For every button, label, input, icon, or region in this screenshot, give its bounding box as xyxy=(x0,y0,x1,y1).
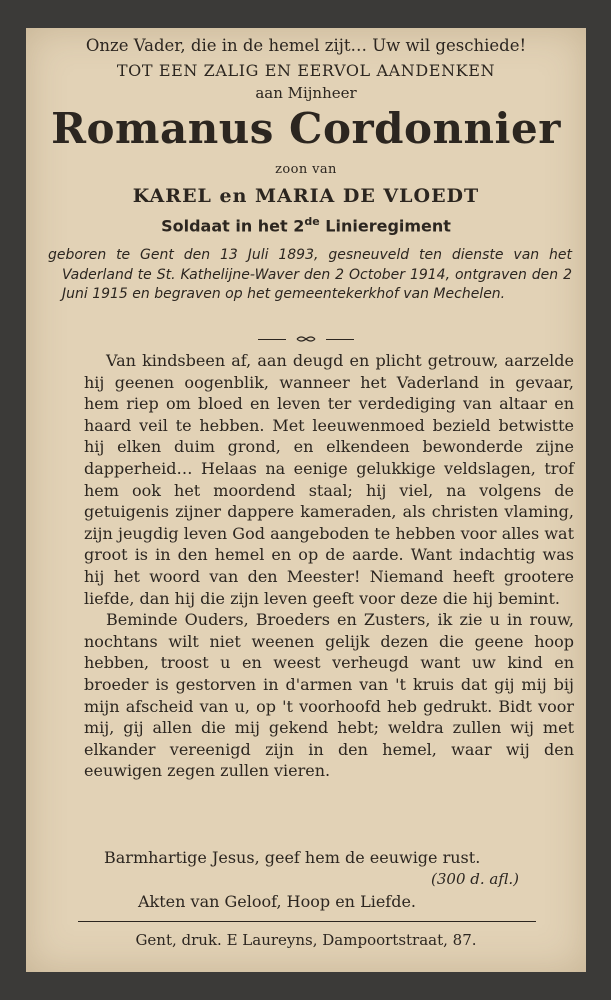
printer-imprint: Gent, druk. E Laureyns, Dampoortstraat, 87. xyxy=(135,931,477,949)
divider-line-right xyxy=(326,339,354,340)
birth-death-details: geboren te Gent den 13 Juli 1893, gesneuveld ten dienste van het Vaderland te St. Kathelijne-Waver den 2 October 1914, ontgraven den 2 Juni 1915 en begraven op het gemeentekerkhof van Mechelen. xyxy=(48,247,572,302)
honorific: aan Mijnheer xyxy=(255,84,357,102)
parting-words-paragraph: Beminde Ouders, Broeders en Zusters, ik zie u in rouw, nochtans wilt niet weenen gelijk dezen die geene hoop hebben, troost u en weest verheugd want uw kind en broeder is gestorven in d'armen van 't kruis dat gij mij bij mijn afscheid van u, op 't voorhoofd heb gedrukt. Bidt voor mij, gij allen die mij gekend hebt; weldra zullen wij met elkander vereenigd zijn in den hemel, waar wij den eeuwigen zegen zullen vieren. xyxy=(84,610,574,781)
regiment-ordinal: de xyxy=(304,215,320,228)
divider-line-left xyxy=(258,339,286,340)
memorial-card xyxy=(26,28,586,972)
regiment-line xyxy=(26,215,586,235)
fleuron-icon xyxy=(296,335,316,343)
ornament-divider xyxy=(258,334,354,344)
deceased-name: Romanus Cordonnier xyxy=(51,104,561,153)
closing-prayer: Barmhartige Jesus, geef hem de eeuwige rust. xyxy=(104,848,481,867)
indulgence-note: (300 d. afl.) xyxy=(431,870,519,888)
prayer-line: Onze Vader, die in de hemel zijt… Uw wil geschiede! xyxy=(85,36,527,55)
footer-rule xyxy=(78,921,536,922)
memorial-line: TOT EEN ZALIG EN EERVOL AANDENKEN xyxy=(116,61,496,80)
eulogy-paragraph: Van kindsbeen af, aan deugd en plicht getrouw, aarzelde hij geenen oogenblik, wanneer het Vaderland in gevaar, hem riep om bloed en leven ter verdediging van altaar en haard veil te hebben. Met leeuwenmoed bezield betwistte hij elken duim grond, en elkendeen bewonderde zijne dapperheid… Helaas na eenige gelukkige veldslagen, trof hem ook het moordend staal; hij viel, na volgens de getuigenis zijner dappere kameraden, als christen vlaming, zijn jeugdig leven God aangeboden te hebben voor alles wat groot is in den hemel en op de aarde. Want indachtig was hij het woord van den Meester! Niemand heeft grootere liefde, dan hij die zijn leven geeft voor deze die hij bemint. xyxy=(84,351,574,608)
regiment-suffix: Linieregiment xyxy=(319,216,451,236)
regiment-prefix: Soldaat in het 2 xyxy=(161,216,305,236)
acts-of-faith: Akten van Geloof, Hoop en Liefde. xyxy=(138,892,416,911)
parents-names: KAREL en MARIA DE VLOEDT xyxy=(132,185,480,207)
eulogy-text xyxy=(84,350,574,782)
son-of-label: zoon van xyxy=(275,162,337,177)
